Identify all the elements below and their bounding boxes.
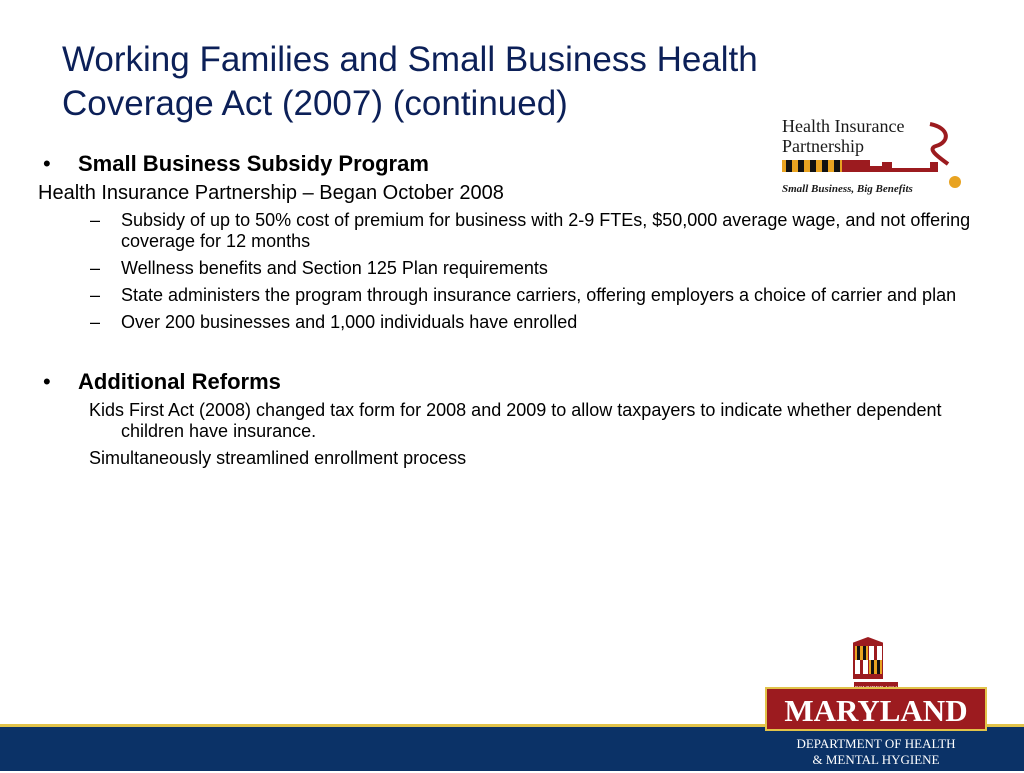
subheading-partnership: Health Insurance Partnership – Began October 2008: [38, 182, 504, 204]
bullet-marker: •: [43, 369, 51, 394]
section-small-business-heading: [38, 150, 978, 178]
hip-logo-line2: Partnership: [782, 136, 864, 156]
dept-line1: DEPARTMENT OF HEALTH: [796, 736, 956, 751]
hip-logo-tagline: Small Business, Big Benefits: [782, 183, 913, 195]
bullet-marker: •: [43, 151, 51, 176]
maryland-wordmark: MARYLAND: [784, 693, 968, 728]
slide-title: Working Families and Small Business Health Coverage Act (2007) (continued): [62, 40, 758, 123]
heading-text: Small Business Subsidy Program: [78, 151, 429, 176]
spacer: [38, 339, 978, 368]
list-item-text: State administers the program through insurance carriers, offering employers a choice of carrier and plan: [121, 285, 957, 305]
maryland-dhmh-logo: [760, 636, 992, 768]
list-item-text: Wellness benefits and Section 125 Plan requirements: [121, 258, 548, 278]
slide-content: [38, 150, 978, 475]
list-item: Kids First Act (2008) changed tax form for 2008 and 2009 to allow taxpayers to indicate whether dependent children have insurance.: [89, 400, 942, 441]
dash-marker: –: [90, 312, 101, 332]
hip-logo-line1: Health Insurance: [782, 116, 905, 136]
dash-marker: –: [90, 210, 101, 230]
dept-line2: & MENTAL HYGIENE: [812, 752, 940, 767]
list-item: Simultaneously streamlined enrollment process: [89, 448, 467, 468]
list-item: [38, 210, 978, 252]
heading-text: Additional Reforms: [78, 369, 281, 394]
list-item: [38, 285, 978, 306]
list-item: [38, 258, 978, 279]
list-item-text: Over 200 businesses and 1,000 individuals have enrolled: [121, 312, 578, 332]
list-item: [38, 312, 978, 333]
section-additional-reforms-heading: [38, 368, 978, 396]
dash-marker: –: [90, 258, 101, 278]
list-item-text: Subsidy of up to 50% cost of premium for business with 2-9 FTEs, $50,000 average wage, and not offering coverage for 12 months: [121, 210, 971, 251]
dash-marker: –: [90, 285, 101, 305]
